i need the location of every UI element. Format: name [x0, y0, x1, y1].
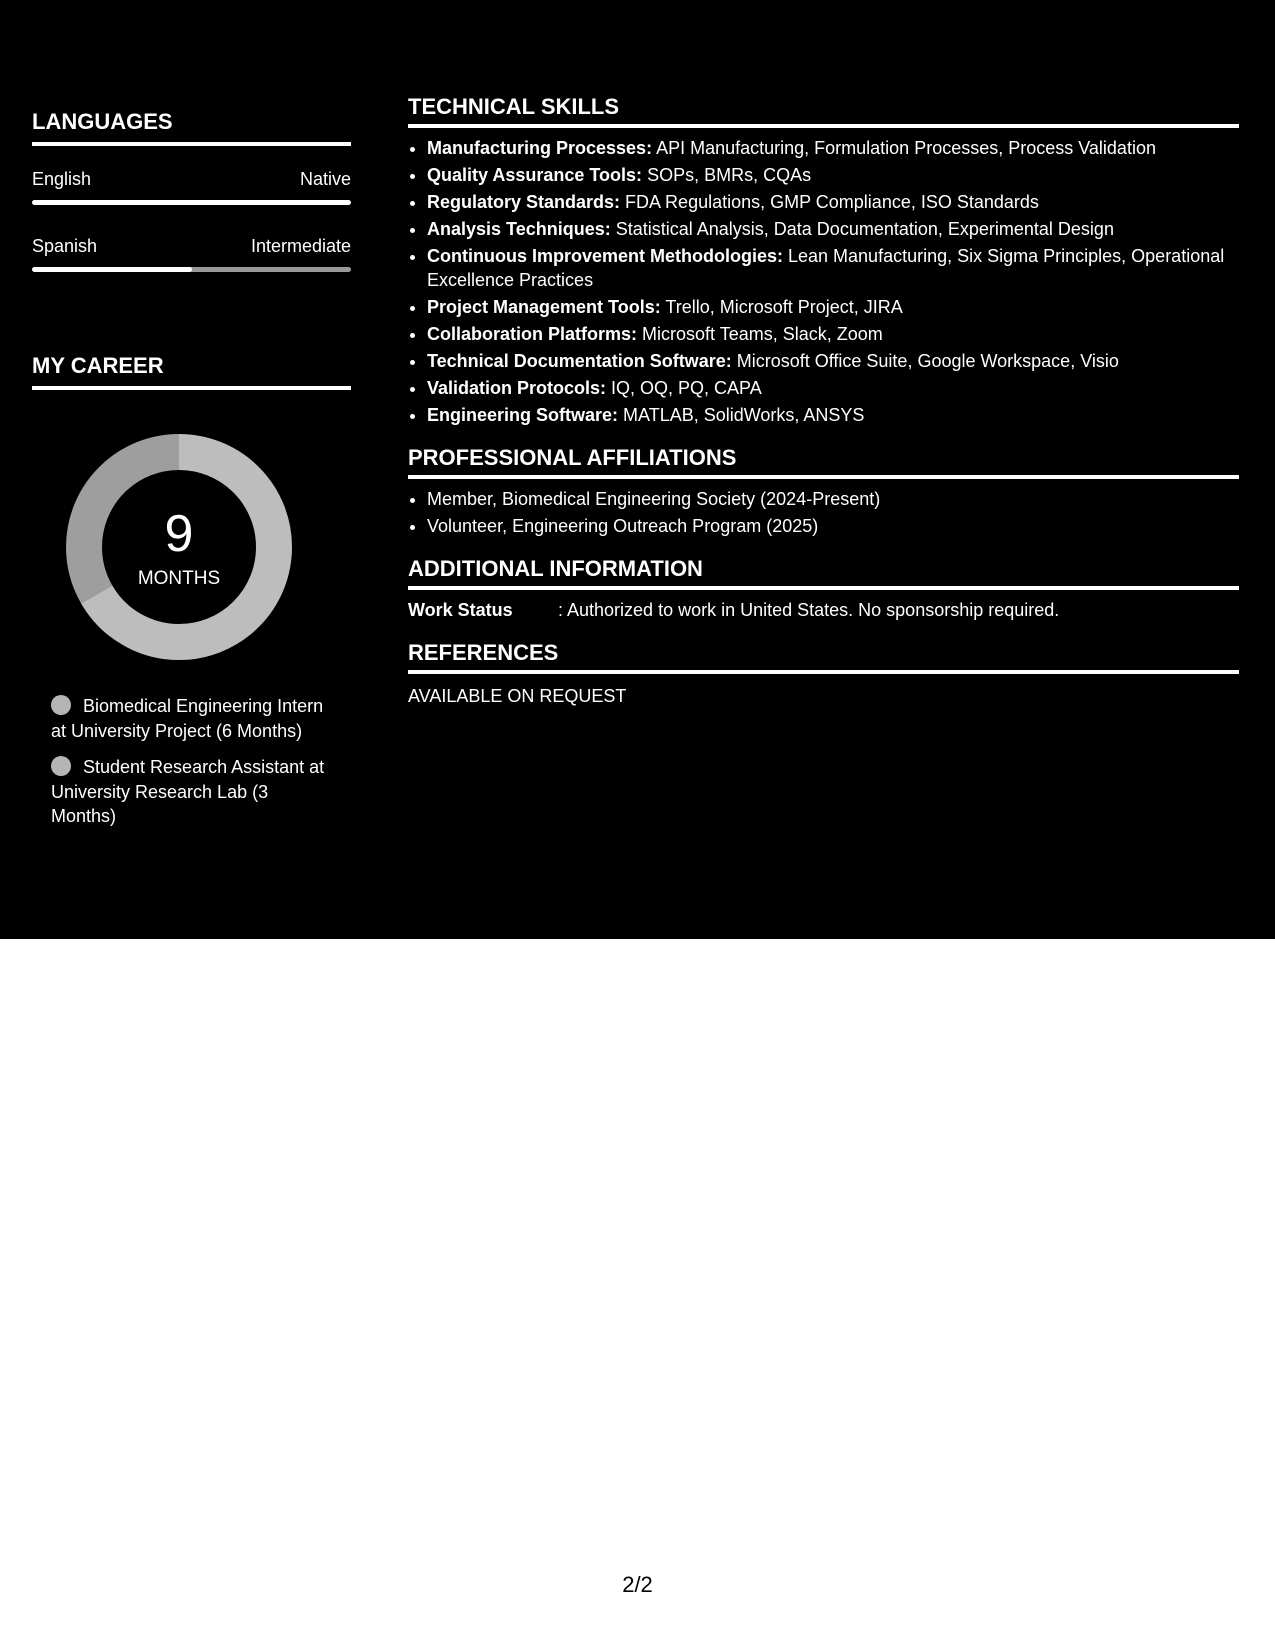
career-item [51, 755, 331, 829]
skill-text: Microsoft Office Suite, Google Workspace, Visio [731, 351, 1119, 371]
career-dot-icon [51, 695, 71, 715]
skill-text: Statistical Analysis, Data Documentation, Experimental Design [610, 219, 1114, 239]
work-status-label: Work Status [408, 600, 513, 620]
skill-text: Trello, Microsoft Project, JIRA [660, 297, 903, 317]
skill-item [427, 190, 1239, 214]
work-status-row [408, 598, 1239, 622]
skill-item [427, 376, 1239, 400]
career-dot-icon [51, 756, 71, 776]
skill-item [427, 163, 1239, 187]
references-text: AVAILABLE ON REQUEST [408, 686, 627, 706]
career-list [32, 694, 331, 829]
additional-info-section [408, 556, 1239, 622]
main-content [408, 94, 1239, 708]
skill-label: Quality Assurance Tools: [427, 165, 643, 185]
affiliations-heading: PROFESSIONAL AFFILIATIONS [408, 445, 1239, 479]
language-level: Intermediate [250, 236, 351, 256]
references-heading: REFERENCES [408, 640, 1239, 674]
skill-text: Microsoft Teams, Slack, Zoom [637, 324, 883, 344]
skill-item [427, 136, 1239, 160]
skill-label: Engineering Software: [427, 405, 619, 425]
technical-skills-list [408, 136, 1239, 427]
skill-label: Collaboration Platforms: [427, 324, 638, 344]
career-item-label: Biomedical Engineering Intern at University Project (6 Months) [51, 696, 324, 741]
language-proficiency-fill [32, 267, 192, 272]
sidebar [32, 108, 351, 841]
language-name: Spanish [32, 236, 98, 256]
skill-item [427, 217, 1239, 241]
work-status-value: : Authorized to work in United States. No sponsorship required. [558, 600, 1060, 620]
skill-text: API Manufacturing, Formulation Processes, Process Validation [652, 138, 1156, 158]
affiliation-item: • Volunteer, Engineering Outreach Program (2025) [427, 514, 1239, 538]
affiliations-section [408, 445, 1239, 538]
skill-item [427, 403, 1239, 427]
skill-text: FDA Regulations, GMP Compliance, ISO Standards [620, 192, 1039, 212]
language-name: English [32, 169, 92, 189]
language-item-english [32, 168, 351, 205]
affiliation-item: • Member, Biomedical Engineering Society (2024-Present) [427, 487, 1239, 511]
references-section [408, 640, 1239, 708]
skill-label: Technical Documentation Software: [427, 351, 732, 371]
skill-item [427, 349, 1239, 373]
language-proficiency-bar [32, 267, 351, 272]
skill-text: IQ, OQ, PQ, CAPA [606, 378, 762, 398]
skill-label: Continuous Improvement Methodologies: [427, 246, 783, 266]
skill-label: Manufacturing Processes: [427, 138, 653, 158]
skill-label: Project Management Tools: [427, 297, 661, 317]
technical-skills-heading: TECHNICAL SKILLS [408, 94, 1239, 128]
career-heading: MY CAREER [32, 352, 351, 390]
skill-text: MATLAB, SolidWorks, ANSYS [618, 405, 865, 425]
language-proficiency-fill [32, 200, 351, 205]
languages-heading: LANGUAGES [32, 108, 351, 146]
language-proficiency-bar [32, 200, 351, 205]
career-total-unit: MONTHS [137, 568, 221, 589]
skill-item [427, 295, 1239, 319]
skill-item [427, 244, 1239, 292]
affiliations-list [408, 487, 1239, 538]
career-donut-chart [66, 434, 292, 660]
language-item-spanish [32, 235, 351, 272]
skill-label: Regulatory Standards: [427, 192, 621, 212]
skill-label: Validation Protocols: [427, 378, 607, 398]
career-total-number: 9 [164, 505, 194, 563]
language-level: Native [299, 169, 351, 189]
skill-item [427, 322, 1239, 346]
career-item-label: Student Research Assistant at University Research Lab (3 Months) [51, 757, 325, 826]
skill-label: Analysis Techniques: [427, 219, 611, 239]
skill-text: Lean Manufacturing, Six Sigma Principles, Operational Excellence Practices [427, 246, 1225, 290]
technical-skills-section [408, 94, 1239, 427]
additional-info-heading: ADDITIONAL INFORMATION [408, 556, 1239, 590]
career-item [51, 694, 331, 743]
skill-text: SOPs, BMRs, CQAs [642, 165, 812, 185]
page-number: 2/2 [622, 1572, 653, 1597]
